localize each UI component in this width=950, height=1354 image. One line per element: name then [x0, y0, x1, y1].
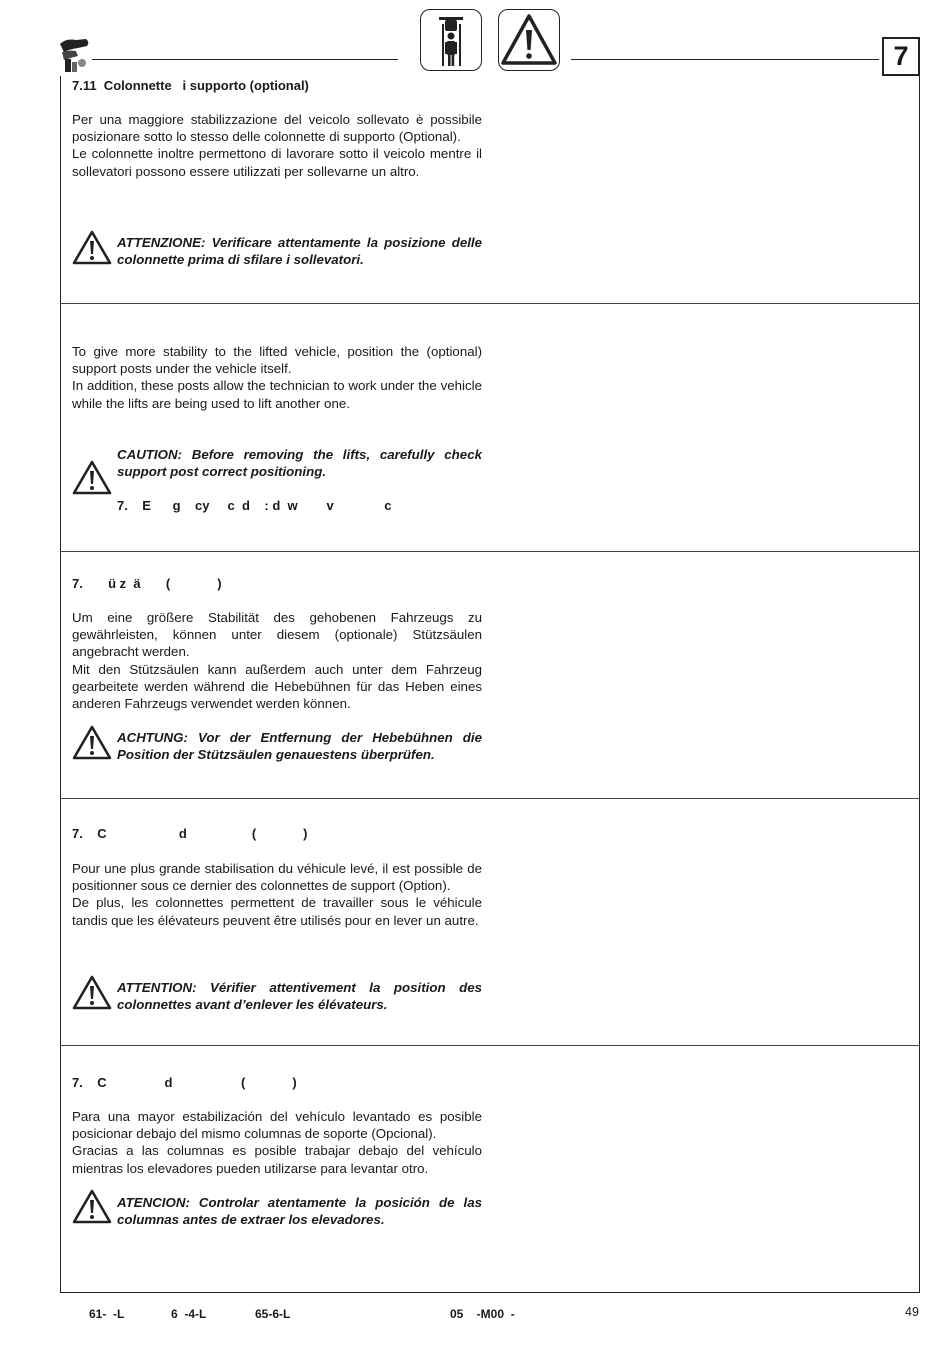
- paragraph: In addition, these posts allow the technician to work under the vehicle while the lifts are being used to lift another one.: [72, 378, 482, 411]
- caution-note-en: CAUTION: Before removing the lifts, carefully check support post correct positioning.: [117, 447, 482, 480]
- section-body-fr: [72, 860, 482, 929]
- paragraph: Mit den Stützsäulen kann außerdem auch unter dem Fahrzeug gearbeitete werden während die Hebebühnen für das Heben eines anderen Fahrzeugs verwendet werden können.: [72, 661, 482, 712]
- warning-triangle-icon: [72, 974, 112, 1010]
- warning-triangle-icon: [72, 229, 112, 265]
- paragraph: Para una mayor estabilización del vehículo levantado es posible posicionar debajo del mismo columnas de soporte (Opcional).: [72, 1109, 482, 1142]
- section-divider: [60, 798, 920, 799]
- paragraph: Per una maggiore stabilizzazione del veicolo sollevato è possibile posizionare sotto lo stesso delle colonnette di supporto (Optional).: [72, 112, 482, 145]
- section-divider: [60, 551, 920, 552]
- section-body-es: [72, 1108, 482, 1177]
- chapter-number: 7: [882, 37, 920, 76]
- paragraph: Pour une plus grande stabilisation du véhicule levé, il est possible de positionner sous ce dernier des colonnettes de support (Option).: [72, 861, 482, 894]
- company-logo: [56, 36, 92, 74]
- section-heading-de: 7. ü z ä ( ): [72, 576, 222, 591]
- warning-triangle-icon: [499, 10, 559, 70]
- paragraph: To give more stability to the lifted vehicle, position the (optional) support posts under the vehicle itself.: [72, 344, 482, 377]
- footer-model-2: 6 -4-L: [171, 1307, 207, 1321]
- footer-model-3: 65-6-L: [255, 1307, 291, 1321]
- caution-note-es: ATENCION: Controlar atentamente la posición de las columnas antes de extraer los elevadores.: [117, 1195, 482, 1228]
- section-body-de: [72, 609, 482, 712]
- section-heading-it: 7.11 Colonnette i supporto (optional): [72, 78, 309, 93]
- paragraph: De plus, les colonnettes permettent de travailler sous le véhicule tandis que les élévateurs peuvent être utilisés pour en lever un autre.: [72, 895, 482, 928]
- footer-doc-code: 05 -M00 -: [450, 1307, 515, 1321]
- warning-triangle-icon: [72, 1188, 112, 1224]
- paragraph: Gracias a las columnas es posible trabajar debajo del vehículo mientras los elevadores pueden utilizarse para levantar otro.: [72, 1143, 482, 1176]
- paragraph: Um eine größere Stabilität des gehobenen Fahrzeugs zu gewährleisten, können unter diesem (optionale) Stützsäulen angebracht werden.: [72, 610, 482, 660]
- header-rule-left: [92, 59, 398, 60]
- paragraph: Le colonnette inoltre permettono di lavorare sotto il veicolo mentre il sollevatori possono essere utilizzati per sollevarne un altro.: [72, 146, 482, 179]
- warning-triangle-icon: [72, 459, 112, 495]
- lift-symbol: [420, 9, 482, 71]
- warning-symbol: [498, 9, 560, 71]
- caution-note-de: ACHTUNG: Vor der Entfernung der Hebebühnen die Position der Stützsäulen genauestens überprüfen.: [117, 730, 482, 763]
- header-rule-right: [571, 59, 879, 60]
- page-number: 49: [905, 1305, 919, 1319]
- caution-note-fr: ATTENTION: Vérifier attentivement la position des colonnettes avant d’enlever les élévateurs.: [117, 980, 482, 1013]
- footer-model-1: 61- -L: [89, 1307, 125, 1321]
- section-divider: [60, 1045, 920, 1046]
- section-heading-fr: 7. C d ( ): [72, 826, 308, 841]
- section-heading-es: 7. C d ( ): [72, 1075, 297, 1090]
- section-body-en: [72, 343, 482, 412]
- warning-triangle-icon: [72, 724, 112, 760]
- person-under-lift-icon: [421, 10, 481, 70]
- section-heading-en-next: 7. E g cy c d : d w v c: [117, 498, 392, 513]
- section-divider: [60, 303, 920, 304]
- caution-note-it: ATTENZIONE: Verificare attentamente la posizione delle colonnette prima di sfilare i sollevatori.: [117, 235, 482, 268]
- section-body-it: [72, 111, 482, 180]
